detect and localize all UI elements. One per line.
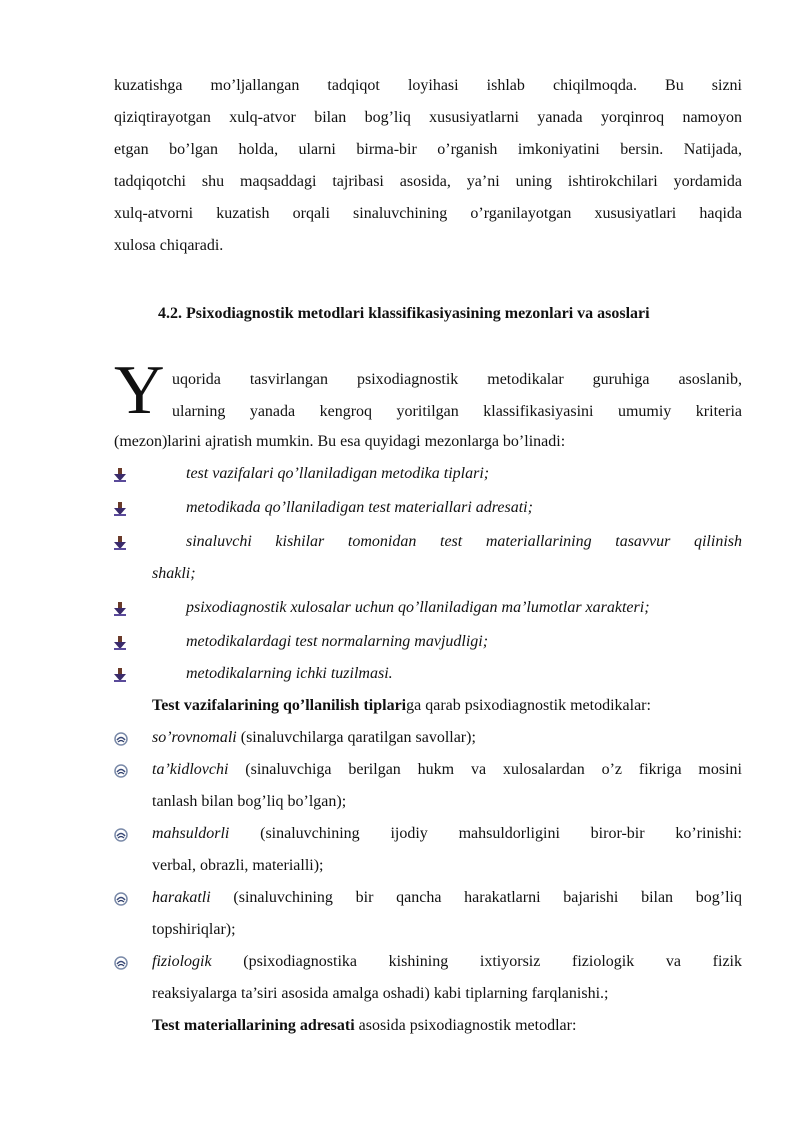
criteria-item-1: test vazifalari qo’llaniladigan metodika tiplari; [186, 465, 490, 482]
swirl-bullet-icon [114, 828, 128, 842]
criteria-item-3: sinaluvchi kishilar tomonidan test materiallarining tasavvur qilinish [186, 533, 742, 550]
materials-bold: Test materiallarining adresati [152, 1017, 355, 1034]
para2-line-1: uqorida tasvirlangan psixodiagnostik metodikalar guruhiga asoslanib, [172, 371, 742, 388]
type-item-2 [152, 760, 742, 780]
arrow-down-bullet-icon [114, 668, 126, 682]
intro-line-2: qiziqtirayotgan xulq-atvor bilan bog’liq xususiyatlarni yanada yorqinroq namoyon [114, 109, 742, 126]
type-desc-5: (psixodiagnostika kishining ixtiyorsiz fiziologik va fizik [211, 953, 742, 970]
criteria-item-6: metodikalarning ichki tuzilmasi. [186, 665, 393, 682]
type-item-5-cont: reaksiyalarga ta’siri asosida amalga oshadi) kabi tiplarning farqlanishi.; [152, 985, 609, 1002]
criteria-item-3-cont: shakli; [152, 565, 196, 582]
arrow-down-bullet-icon [114, 502, 126, 516]
type-item-5 [152, 952, 742, 972]
intro-line-5: xulq-atvorni kuzatish orqali sinaluvchining o’rganilayotgan xususiyatlari haqida [114, 205, 742, 222]
intro-line-6: xulosa chiqaradi. [114, 237, 224, 254]
criteria-item-4: psixodiagnostik xulosalar uchun qo’llaniladigan ma’lumotlar xarakteri; [186, 599, 650, 616]
para2-line-3: (mezon)larini ajratish mumkin. Bu esa quyidagi mezonlarga bo’linadi: [114, 433, 566, 450]
intro-line-3: etgan bo’lgan holda, ularni birma-bir o’rganish imkoniyatini bersin. Natijada, [114, 141, 742, 158]
para2-line-2: ularning yanada kengroq yoritilgan klassifikasiyasini umumiy kriteria [172, 403, 742, 420]
types-intro-rest: ga qarab psixodiagnostik metodikalar: [406, 697, 651, 714]
swirl-bullet-icon [114, 732, 128, 746]
type-desc-3: (sinaluvchining ijodiy mahsuldorligini biror-bir ko’rinishi: [229, 825, 742, 842]
materials-rest: asosida psixodiagnostik metodlar: [354, 1017, 577, 1034]
swirl-bullet-icon [114, 764, 128, 778]
swirl-bullet-icon [114, 956, 128, 970]
type-term-5: fiziologik [152, 953, 212, 970]
type-item-3 [152, 824, 742, 844]
swirl-bullet-icon [114, 892, 128, 906]
type-item-2-cont: tanlash bilan bog’liq bo’lgan); [152, 793, 347, 810]
criteria-item-2: metodikada qo’llaniladigan test materiallari adresati; [186, 499, 533, 516]
arrow-down-bullet-icon [114, 468, 126, 482]
type-item-3-cont: verbal, obrazli, materialli); [152, 857, 324, 874]
type-desc-4: (sinaluvchining bir qancha harakatlarni bajarishi bilan bog’liq [210, 889, 742, 906]
type-desc-2: (sinaluvchiga berilgan hukm va xulosalardan o’z fikriga mosini [228, 761, 742, 778]
type-term-1: so’rovnomali [152, 729, 237, 746]
drop-cap: Y [114, 352, 165, 429]
materials-line [152, 1016, 576, 1036]
criteria-item-5: metodikalardagi test normalarning mavjudligi; [186, 633, 489, 650]
arrow-down-bullet-icon [114, 536, 126, 550]
arrow-down-bullet-icon [114, 636, 126, 650]
intro-line-4: tadqiqotchi shu maqsaddagi tajribasi asosida, ya’ni uning ishtirokchilari yordamida [114, 173, 742, 190]
type-term-3: mahsuldorli [152, 825, 230, 842]
intro-line-1: kuzatishga mo’ljallangan tadqiqot loyihasi ishlab chiqilmoqda. Bu sizni [114, 77, 742, 94]
section-heading: 4.2. Psixodiagnostik metodlari klassifikasiyasining mezonlari va asoslari [158, 305, 650, 322]
type-item-1 [152, 728, 476, 748]
type-desc-1: (sinaluvchilarga qaratilgan savollar); [236, 729, 476, 746]
type-term-2: ta’kidlovchi [152, 761, 229, 778]
type-term-4: harakatli [152, 889, 211, 906]
type-item-4-cont: topshiriqlar); [152, 921, 236, 938]
type-item-4 [152, 888, 742, 908]
arrow-down-bullet-icon [114, 602, 126, 616]
types-intro-bold: Test vazifalarining qo’llanilish tiplari [152, 697, 407, 714]
types-intro [152, 696, 651, 716]
